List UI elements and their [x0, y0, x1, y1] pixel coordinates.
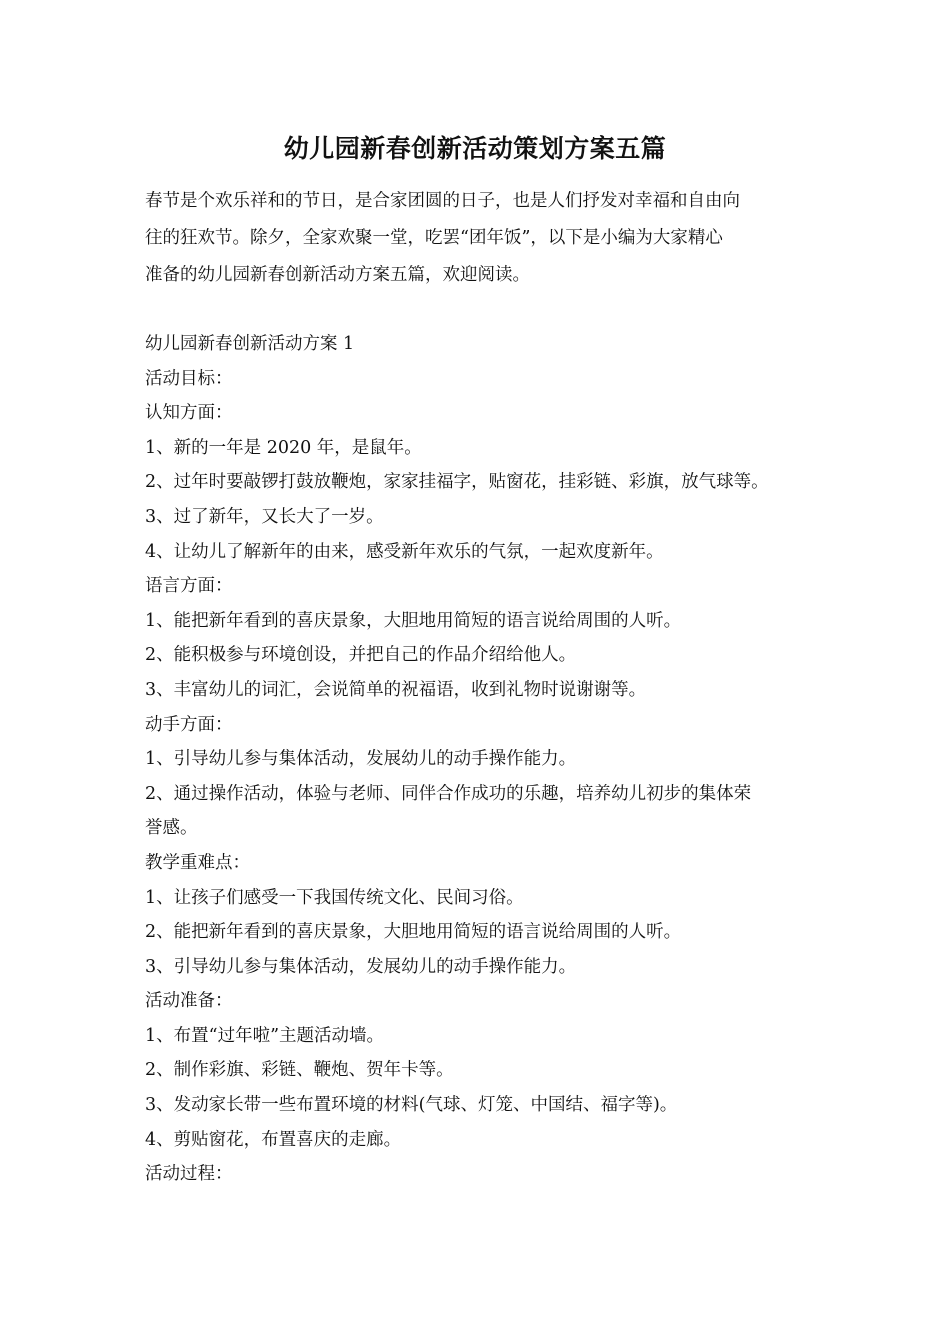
list-item: 3、丰富幼儿的词汇，会说简单的祝福语，收到礼物时说谢谢等。 — [145, 679, 647, 700]
list-item: 2、通过操作活动，体验与老师、同伴合作成功的乐趣，培养幼儿初步的集体荣 — [145, 783, 752, 804]
list-item: 3、发动家长带一些布置环境的材料(气球、灯笼、中国结、福字等)。 — [145, 1095, 678, 1116]
list-item: 1、布置“过年啦”主题活动墙。 — [145, 1025, 385, 1046]
list-item: 2、能把新年看到的喜庆景象，大胆地用简短的语言说给周围的人听。 — [145, 922, 682, 943]
subheading: 活动目标： — [145, 368, 233, 389]
subheading: 动手方面： — [145, 714, 233, 735]
subheading: 语言方面： — [145, 576, 233, 597]
subheading: 认知方面： — [145, 403, 233, 424]
list-item: 2、制作彩旗、彩链、鞭炮、贺年卡等。 — [145, 1060, 454, 1081]
list-item: 2、过年时要敲锣打鼓放鞭炮，家家挂福字，贴窗花，挂彩链、彩旗，放气球等。 — [145, 472, 769, 493]
list-item: 3、引导幼儿参与集体活动，发展幼儿的动手操作能力。 — [145, 956, 577, 977]
list-item-continuation: 誉感。 — [145, 818, 198, 839]
document-title: 幼儿园新春创新活动策划方案五篇 — [283, 134, 667, 163]
list-item: 1、新的一年是 2020 年，是鼠年。 — [145, 437, 422, 458]
list-item: 4、让幼儿了解新年的由来，感受新年欢乐的气氛，一起欢度新年。 — [145, 541, 664, 562]
section-heading: 幼儿园新春创新活动方案 1 — [145, 334, 355, 354]
list-item: 4、剪贴窗花，布置喜庆的走廊。 — [145, 1129, 402, 1150]
list-item: 2、能积极参与环境创设，并把自己的作品介绍给他人。 — [145, 645, 577, 666]
subheading: 活动过程： — [145, 1164, 233, 1185]
list-item: 1、引导幼儿参与集体活动，发展幼儿的动手操作能力。 — [145, 749, 577, 770]
intro-line: 往的狂欢节。除夕，全家欢聚一堂，吃罢“团年饭”，以下是小编为大家精心 — [145, 228, 723, 248]
intro-line: 准备的幼儿园新春创新活动方案五篇，欢迎阅读。 — [145, 265, 530, 285]
list-item: 1、让孩子们感受一下我国传统文化、民间习俗。 — [145, 887, 524, 908]
subheading: 教学重难点： — [145, 852, 250, 873]
intro-paragraph — [145, 183, 815, 294]
document-body — [145, 327, 845, 1192]
intro-line: 春节是个欢乐祥和的节日，是合家团圆的日子，也是人们抒发对幸福和自由向 — [145, 191, 740, 211]
subheading: 活动准备： — [145, 991, 233, 1012]
list-item: 1、能把新年看到的喜庆景象，大胆地用简短的语言说给周围的人听。 — [145, 610, 682, 631]
list-item: 3、过了新年，又长大了一岁。 — [145, 506, 384, 527]
